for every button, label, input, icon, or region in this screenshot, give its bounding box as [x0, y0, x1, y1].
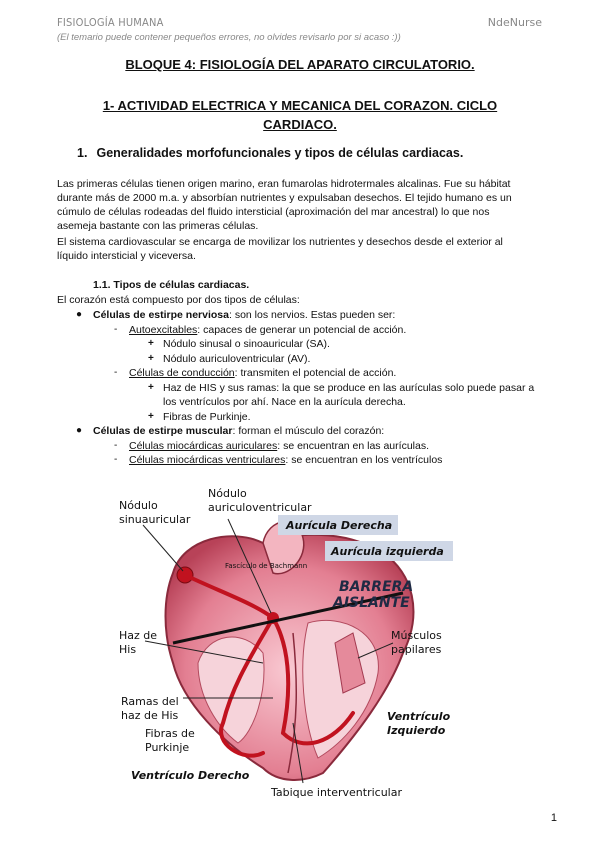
label-ventriculo-izquierdo: Ventrículo — [387, 710, 451, 723]
list-item — [57, 337, 557, 352]
list-item — [57, 410, 557, 425]
pointer-line — [143, 525, 183, 571]
text-line: durante más de 2000 m.a. y absorbían nutrientes y expulsaban desechos. El tejido humano es un — [57, 192, 512, 204]
bullet-plus-icon: + — [148, 352, 154, 364]
text-line: líquido intersticial y viceversa. — [57, 250, 196, 262]
intro-text: El corazón está compuesto por dos tipos de células: — [57, 294, 300, 306]
text-line: asemeja bastante con las primeras células. — [57, 220, 259, 232]
list-item-continuation — [57, 395, 557, 410]
paragraph-cardiovascular — [57, 235, 547, 263]
desc: : se encuentran en las aurículas. — [277, 439, 429, 452]
label-ramas: haz de His — [121, 709, 179, 722]
bullet-dash-icon: - — [114, 367, 118, 378]
desc: Nódulo auriculoventricular (AV). — [163, 352, 311, 365]
label-nodulo-sa: sinuauricular — [119, 513, 191, 526]
bullet-dash-icon: - — [114, 454, 118, 465]
label-musculos: Músculos — [391, 629, 442, 642]
section-number: 1. — [77, 146, 88, 160]
term: Autoexcitables — [129, 323, 198, 336]
desc: : forman el músculo del corazón: — [232, 425, 385, 437]
subsection-heading: 1.1. Tipos de células cardiacas. — [93, 279, 250, 291]
bullet-plus-icon: + — [148, 381, 154, 393]
page-number: 1 — [550, 812, 557, 824]
label-fibras: Fibras de — [145, 727, 195, 740]
list-item — [57, 453, 557, 468]
term: Células de estirpe muscular — [93, 425, 233, 437]
term: Células miocárdicas ventriculares — [129, 454, 286, 466]
bullet-dot-icon: ● — [76, 309, 83, 320]
bullet-dot-icon: ● — [76, 425, 83, 436]
list-item — [57, 424, 557, 439]
label-bachmann: Fascículo de Bachmann — [225, 562, 308, 570]
header-author: NdeNurse — [487, 16, 542, 29]
bullet-plus-icon: + — [148, 338, 154, 349]
label-auricula-izquierda: Aurícula izquierda — [331, 545, 444, 558]
text-line: El sistema cardiovascular se encarga de movilizar los nutrientes y desechos desde el exterior al — [57, 236, 503, 248]
label-haz-his: His — [119, 643, 137, 656]
desc: Fibras de Purkinje. — [163, 410, 251, 423]
topic-title-line2: CARDIACO. — [263, 117, 337, 132]
paragraph-origin — [57, 177, 547, 233]
text-line: cúmulo de células rodeadas del fluido intersticial (aproximación del mar ancestral) lo que nos — [57, 206, 490, 218]
block-title: BLOQUE 4: FISIOLOGÍA DEL APARATO CIRCULATORIO. — [125, 57, 475, 72]
label-ramas: Ramas del — [121, 695, 179, 708]
label-fibras: Purkinje — [145, 741, 190, 754]
term: Células miocárdicas auriculares — [129, 439, 278, 452]
desc: : son los nervios. Estas pueden ser: — [228, 309, 396, 321]
label-tabique: Tabique interventricular — [271, 786, 403, 798]
label-haz-his: Haz de — [119, 629, 158, 642]
label-nodulo-sa: Nódulo — [119, 499, 158, 512]
section-heading — [77, 146, 463, 160]
desc: los ventrículos por ahí. Nace en la aurícula derecha. — [163, 396, 406, 408]
section-title: Generalidades morfofuncionales y tipos de células cardiacas. — [96, 146, 464, 160]
desc: Haz de HIS y sus ramas: la que se produce en las aurículas solo puede pasar a — [163, 381, 535, 394]
desc: Nódulo sinusal o sinoauricular (SA). — [163, 338, 330, 350]
bullet-dash-icon: - — [114, 323, 118, 335]
list-item — [57, 381, 557, 396]
text-line: Las primeras células tienen origen marino, eran fumarolas hidrotermales alcalinas. Fue su hábitat — [57, 178, 511, 190]
label-nodulo-av: auriculoventricular — [208, 501, 312, 514]
label-ventriculo-derecho: Ventrículo Derecho — [131, 769, 250, 782]
bullet-plus-icon: + — [148, 410, 154, 422]
label-ventriculo-izquierdo: Izquierdo — [387, 724, 446, 737]
label-barrera: BARRERA — [339, 579, 414, 595]
list-item — [57, 352, 557, 367]
topic-title-line1: 1- ACTIVIDAD ELECTRICA Y MECANICA DEL CORAZON. CICLO — [102, 98, 498, 113]
label-barrera: AISLANTE — [333, 595, 410, 611]
header-title: FISIOLOGÍA HUMANA — [57, 16, 164, 29]
cell-types-list — [57, 308, 557, 468]
label-auricula-derecha: Aurícula Derecha — [286, 519, 393, 532]
header-note: (El temario puede contener pequeños errores, no olvides revisarlo por si acaso :)) — [57, 32, 401, 43]
desc: : transmiten el potencial de acción. — [234, 367, 397, 379]
list-item — [57, 323, 557, 338]
label-musculos: papilares — [391, 643, 442, 656]
term: Células de conducción — [129, 367, 235, 379]
desc: : capaces de generar un potencial de acción. — [197, 323, 407, 336]
list-item — [57, 308, 557, 323]
list-item — [57, 439, 557, 454]
desc: : se encuentran en los ventrículos — [285, 454, 443, 466]
label-nodulo-av: Nódulo — [208, 487, 247, 500]
heart-conduction-diagram — [103, 483, 457, 798]
bullet-dash-icon: - — [114, 439, 118, 451]
topic-title — [80, 96, 520, 134]
heart-illustration — [103, 483, 457, 798]
term: Células de estirpe nerviosa — [93, 309, 229, 321]
list-item — [57, 366, 557, 381]
